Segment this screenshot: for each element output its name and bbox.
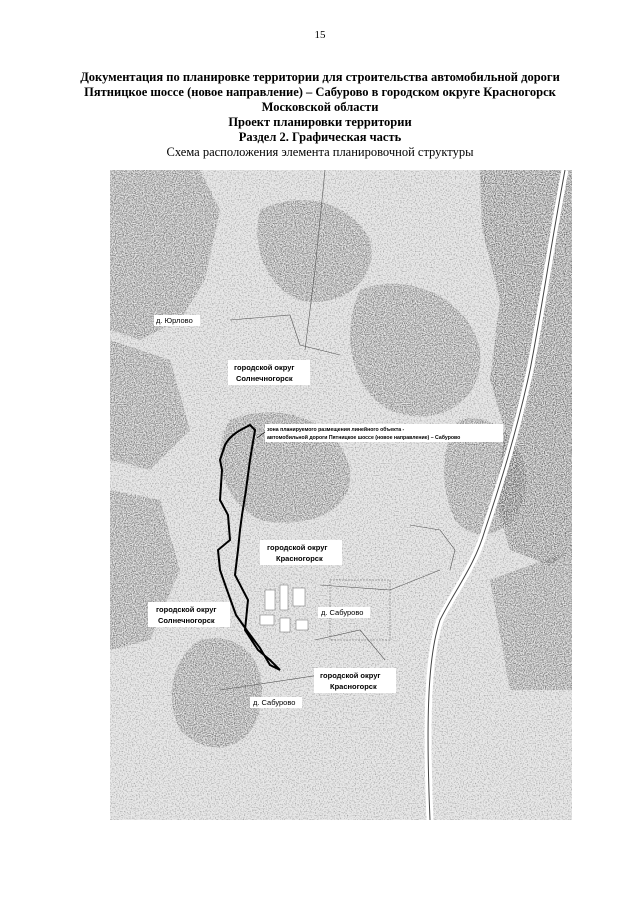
label-go-1: городской округ: [234, 363, 295, 372]
map-subtitle: Схема расположения элемента планировочной структуры: [166, 145, 474, 159]
header-line-5: Раздел 2. Графическая часть: [238, 130, 402, 144]
header-line-4: Проект планировки территории: [228, 115, 412, 129]
label-zone-line-1: зона планируемого размещения линейного объекта -: [267, 427, 405, 433]
page-number: 15: [314, 29, 326, 41]
header-line-3: Московской области: [261, 100, 379, 114]
label-solnechnogorsk-1: Солнечногорск: [236, 374, 293, 383]
label-zone-line-2: автомобильной дороги Пятницкое шоссе (новое направление) – Сабурово: [267, 435, 461, 441]
label-saburovo-2: д. Сабурово: [253, 698, 296, 707]
label-krasnogorsk-2: Красногорск: [330, 682, 377, 691]
label-go-3: городской округ: [156, 605, 217, 614]
label-saburovo-1: д. Сабурово: [321, 608, 364, 617]
label-go-4: городской округ: [320, 671, 381, 680]
label-krasnogorsk-1: Красногорск: [276, 554, 323, 563]
header-line-1: Документация по планировке территории для строительства автомобильной дороги: [80, 70, 560, 84]
site-map: [110, 170, 572, 820]
label-solnechnogorsk-2: Солнечногорск: [158, 616, 215, 625]
header-line-2: Пятницкое шоссе (новое направление) – Сабурово в городском округе Красногорск: [84, 85, 556, 99]
label-yurlovo: д. Юрлово: [156, 316, 193, 325]
label-go-2: городской округ: [267, 543, 328, 552]
